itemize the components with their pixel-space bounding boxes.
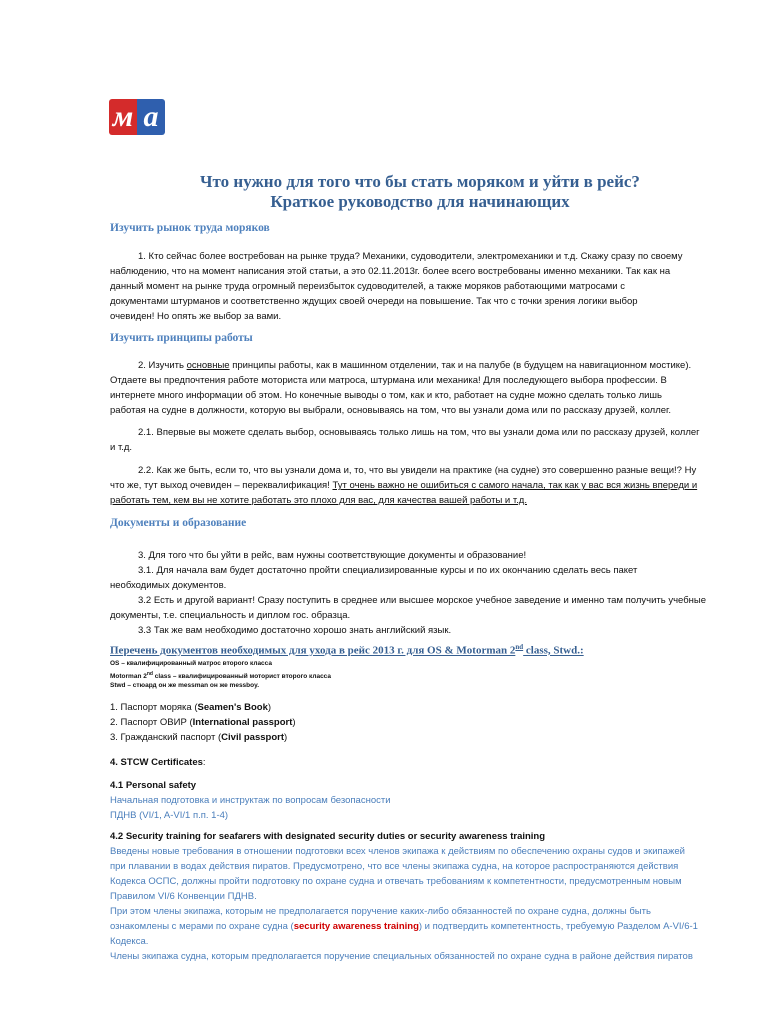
text-line: при плавании в водах действия пиратов. Предусмотрено, что все члены экипажа судна, на которое распространяются действия [110, 861, 679, 872]
section-heading-document-list [110, 643, 584, 657]
text-line: необходимых документов. [110, 580, 227, 591]
text-line: Кодекса. [110, 936, 149, 947]
text-fragment: ) и подтвердить компетентность, требуемую Разделом A-VI/6-1 [418, 921, 698, 932]
underlined-text: основные [186, 360, 230, 371]
bold-text: International passport [192, 717, 293, 728]
document-list [110, 700, 712, 745]
highlighted-text: security awareness training [293, 921, 419, 932]
text-line [138, 358, 740, 373]
text-line: Члены экипажа судна, которым предполагается поручение специальных обязанностей по охране судна в районе действия пиратов [110, 951, 693, 962]
list-item [110, 730, 712, 745]
text-line: данный момент на рынке труда огромный переизбыток судоводителей, а также моряков работающими матросами с [110, 281, 625, 292]
stcw-heading [110, 755, 712, 770]
text-line: 3.3 Так же вам необходимо достаточно хорошо знать английский язык. [138, 625, 452, 636]
text-line: 3. Для того что бы уйти в рейс, вам нужны соответствующие документы и образование! [138, 550, 527, 561]
subheading: 4.2 Security training for seafarers with designated security duties or security awareness training [110, 831, 546, 842]
personal-safety-block [110, 778, 712, 823]
text-line: очевиден! Но опять же выбор за вами. [110, 311, 282, 322]
bold-text: 4. STCW Certificates [110, 757, 203, 768]
definition-os: OS – квалифицированный матрос второго класса [110, 660, 272, 667]
text-fragment: 3. Гражданский паспорт ( [110, 732, 222, 743]
page-subtitle: Краткое руководство для начинающих [270, 192, 570, 211]
superscript: nd [146, 671, 153, 677]
text-line: 2.1. Впервые вы можете сделать выбор, основываясь только лишь на том, что вы узнали дома или по рассказу друзей, коллег [138, 427, 700, 438]
underlined-text: Тут очень важно не ошибиться с самого начала, так как у вас вся жизнь впереди и [332, 480, 698, 491]
section-heading-work-principles: Изучить принципы работы [110, 332, 253, 344]
list-item [110, 715, 712, 730]
section-heading-labor-market: Изучить рынок труда моряков [110, 222, 270, 234]
text-line: Введены новые требования в отношении подготовки всех членов экипажа к действиям по обеспечению охраны судов и экипажей [110, 846, 685, 857]
text-fragment: 2. Изучить [138, 360, 187, 371]
definition-stwd: Stwd – стюард он же messman он же messboy. [110, 682, 260, 689]
text-line: работая на судне в должности, которую вы выбрали, основываясь на том, что вы узнали дома или по рассказу друзей, коллег. [110, 405, 672, 416]
text-fragment: 2. Паспорт ОВИР ( [110, 717, 193, 728]
list-item [110, 700, 712, 715]
text-line: документы, т.е. специальность и диплом гос. образца. [110, 610, 351, 621]
text-line: 3.1. Для начала вам будет достаточно пройти специализированные курсы и по их окончанию сделать весь пакет [138, 565, 638, 576]
text-line: интернете много информации об этом. Но конечные выводы о том, как и кто, работает на судне можно сделать только лишь [110, 390, 662, 401]
section-heading-documents: Документы и образование [110, 517, 247, 529]
text-fragment: ) [267, 702, 272, 713]
text-line [110, 919, 712, 934]
text-fragment: ) [292, 717, 296, 728]
text-line: При этом члены экипажа, которым не предполагается поручение каких-либо обязанностей по охране судна, должны быть [110, 906, 651, 917]
text-line: Отдаете вы предпочтения работе моториста или матроса, штурмана или механика! Для последующего выбора профессии. В [110, 375, 667, 386]
text-line: 1. Кто сейчас более востребован на рынке труда? Механики, судоводители, электромеханики и т.д. Скажу сразу по своему [138, 251, 683, 262]
superscript: nd [515, 643, 524, 651]
paragraph-2-2 [110, 463, 740, 508]
text-fragment: что же, тут выход очевиден – переквалификация! [110, 480, 333, 491]
text-fragment: ознакомлены с мерами по охране судна ( [110, 921, 294, 932]
text-line: 2.2. Как же быть, если то, что вы узнали дома и, то, что вы увидели на практике (на судне) это совершенно разные вещи!? Ну [138, 465, 697, 476]
logo-right-letter: а [137, 99, 165, 135]
logo [109, 99, 165, 135]
text-line: работать тем, кем вы не хотите работать это плохо для вас, для качества вашей работы и т.д. [110, 495, 527, 506]
text-line: документами штурманов и соответственно ждущих своей очереди на повышение. Так что с точки зрения логики выбор [110, 296, 638, 307]
text-line: наблюдению, что на момент написания этой статьи, а это 02.11.2013г. более всего востребованы именно механики. Так как на [110, 266, 671, 277]
logo-left-letter: м [109, 99, 137, 135]
text-line: 3.2 Есть и другой вариант! Сразу поступить в среднее или высшее морское учебное заведение и именно там получить учебные [138, 595, 707, 606]
text-fragment: : [202, 757, 206, 768]
paragraph-1 [110, 249, 740, 324]
paragraph-2-1 [110, 425, 740, 455]
security-training-block [110, 829, 712, 964]
paragraph-2 [110, 358, 740, 418]
bold-text: Seamen's Book [197, 702, 268, 713]
text-fragment: Motorman 2 [110, 673, 147, 681]
text-line [110, 478, 740, 493]
text-fragment: 1. Паспорт моряка ( [110, 702, 198, 713]
text-fragment: class, Stwd.: [523, 644, 584, 657]
paragraph-3 [110, 548, 740, 638]
text-line: Кодекса ОСПС, должны пройти подготовку по охране судна и отвечать требованиям к компетентности, предусмотренным новым [110, 876, 682, 887]
text-fragment: Перечень документов необходимых для ухода в рейс 2013 г. для OS & Motorman 2 [110, 644, 516, 657]
text-line: Начальная подготовка и инструктаж по вопросам безопасности [110, 795, 391, 806]
text-line: ПДНВ (VI/1, A-VI/1 п.п. 1-4) [110, 810, 229, 821]
bold-text: Civil passport [221, 732, 284, 743]
text-fragment: class – квалифицированный моторист второго класса [152, 673, 331, 681]
subheading: 4.1 Personal safety [110, 780, 197, 791]
text-fragment: ) [284, 732, 288, 743]
text-line: и т.д. [110, 442, 133, 453]
page-title: Что нужно для того что бы стать моряком и уйти в рейс? [200, 172, 640, 191]
text-line: Правилом VI/6 Конвенции ПДНВ. [110, 891, 257, 902]
text-fragment: принципы работы, как в машинном отделении, так и на палубе (в будущем на навигационном мостике). [229, 360, 692, 371]
